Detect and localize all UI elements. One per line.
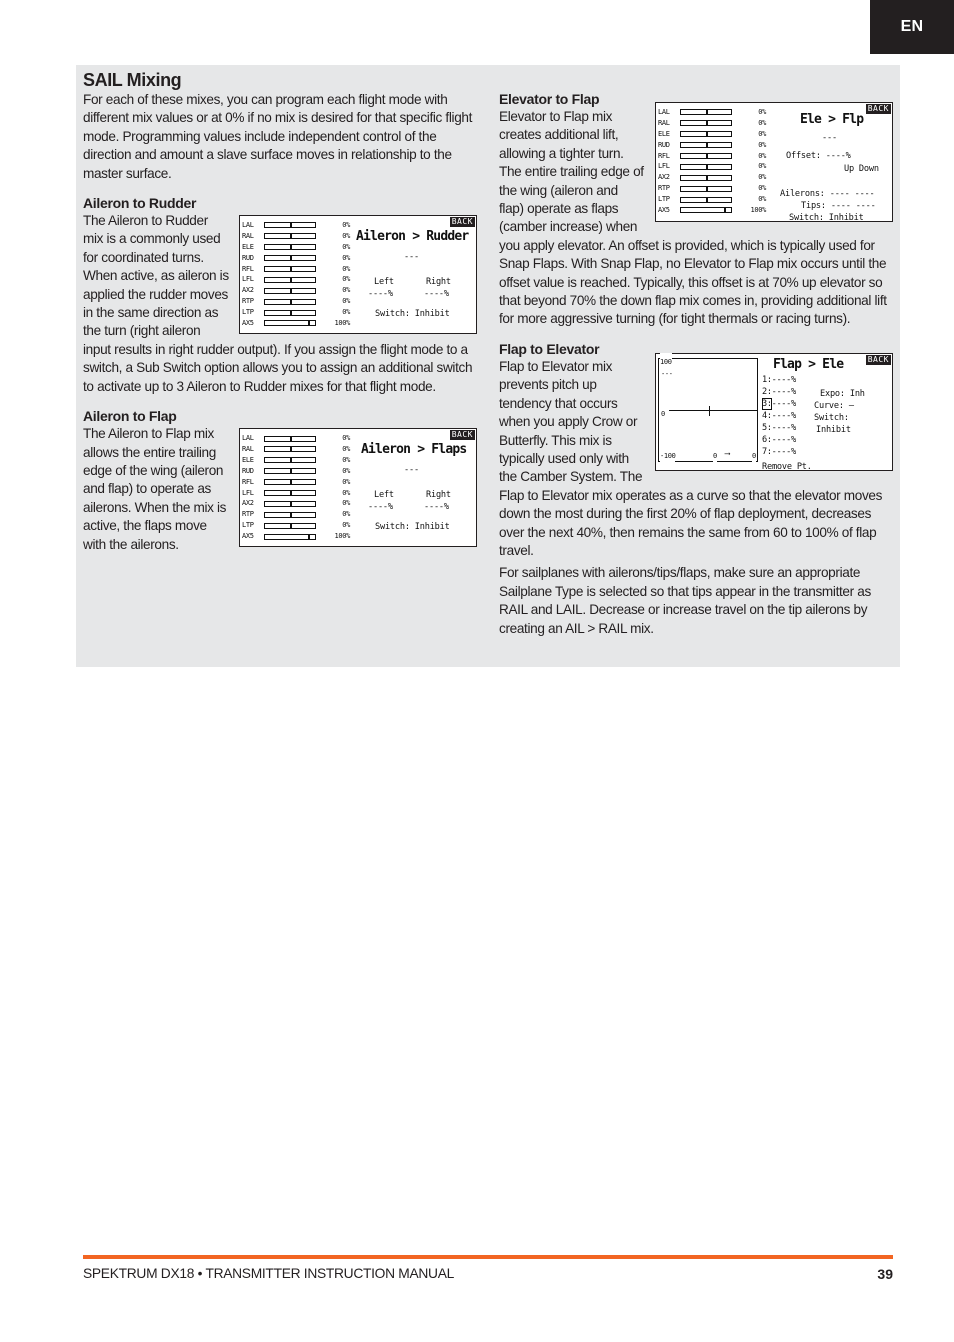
- channel-monitor: [242, 433, 354, 542]
- curve-point[interactable]: 3:----%: [762, 398, 796, 409]
- channel-value: 100%: [334, 532, 350, 541]
- switch-setting[interactable]: Switch: Inhibit: [789, 213, 864, 223]
- channel-row: [242, 433, 354, 444]
- graph-top-label: 100: [660, 353, 672, 371]
- curve-setting[interactable]: Curve: –: [814, 400, 854, 411]
- channel-name: ELE: [658, 129, 670, 138]
- flap-elevator-body: Flap to Elevator mix prevents pitch up tendency that occurs when you apply Crow or Butterfly. This mix is typically used only with the Camber System. The Flap to Elevator mix operates as a curve so that the elevator moves down the most during the first 20% of flap deployment, decreases over the next 40%, then remains the same from 60 to 100% of flap travel.: [499, 358, 883, 558]
- channel-bar: [264, 534, 316, 540]
- channel-name: AX2: [658, 173, 670, 182]
- channel-value: 0%: [342, 221, 350, 230]
- channel-row: [242, 274, 354, 285]
- channel-bar: [680, 131, 732, 137]
- right-value[interactable]: ----%: [424, 289, 449, 300]
- intro-paragraph: For each of these mixes, you can program each flight mode with different mix values or at 0% if no mix is desired for that specific flight mode. Programming values include independent control of the direction and amount a slave surface moves in relationship to the master surface.: [83, 92, 473, 181]
- aileron-rudder-heading: Aileron to Rudder: [83, 195, 197, 212]
- channel-name: LFL: [658, 162, 670, 171]
- elevator-flap-body: Elevator to Flap mix creates additional lift, allowing a tighter turn. The entire trailing edge of the wing (aileron and flap) operate as flaps (camber increase) when you apply elevator. An offset is provided, which is typically used for Snap Flaps. With Snap Flap, no Elevator to Flap mix occurs until the offset value is reached. Typically, this offset is at 70% up elevator so that beyond 70% the down flap mix comes in, providing additional lift for more aggressive turning (for tight thermals or racing turns).: [499, 109, 887, 327]
- up-down-labels: Up Down: [844, 164, 879, 174]
- channel-name: RFL: [242, 477, 254, 486]
- channel-row: [242, 531, 354, 542]
- channel-name: RUD: [242, 253, 254, 262]
- channel-name: LTP: [242, 308, 254, 317]
- screen-title: Ele > Flp: [800, 112, 864, 127]
- channel-name: LAL: [242, 221, 254, 230]
- screen-title: Aileron > Rudder: [356, 229, 469, 245]
- channel-row: [242, 296, 354, 307]
- channel-value: 0%: [342, 275, 350, 284]
- expo-setting[interactable]: Expo: Inh: [820, 388, 865, 399]
- channel-row: [242, 285, 354, 296]
- channel-bar: [264, 446, 316, 452]
- curve-graph: [658, 358, 758, 462]
- channel-bar: [264, 512, 316, 518]
- channel-value: 0%: [342, 510, 350, 519]
- channel-row: [658, 205, 770, 216]
- aileron-rudder-body: The Aileron to Rudder mix is a commonly used for coordinated turns. When active, as aileron is applied the rudder moves in the same direction as the turn (right aileron input results in right rudder output). If you assign the flight mode to a switch, a Sub Switch option allows you to assign an additional switch to activate up to 3 Aileron to Rudder mixes for that flight mode.: [83, 213, 473, 394]
- channel-row: [242, 444, 354, 455]
- channel-name: LAL: [242, 434, 254, 443]
- channel-name: LFL: [242, 488, 254, 497]
- graph-bottom-right: 0: [752, 447, 756, 465]
- switch-value[interactable]: Inhibit: [816, 424, 851, 435]
- channel-name: RAL: [242, 444, 254, 453]
- curve-points-list: [762, 374, 796, 458]
- curve-point[interactable]: 4:----%: [762, 410, 796, 421]
- channel-bar: [264, 490, 316, 496]
- channel-value: 0%: [342, 499, 350, 508]
- channel-row: [658, 129, 770, 140]
- graph-dashes: ---: [661, 369, 673, 378]
- channel-row: [658, 151, 770, 162]
- channel-bar: [264, 457, 316, 463]
- channel-bar: [680, 153, 732, 159]
- right-column: [499, 90, 893, 638]
- back-button[interactable]: BACK: [867, 104, 889, 113]
- channel-value: 0%: [342, 231, 350, 240]
- channel-value: 0%: [342, 488, 350, 497]
- channel-name: RTP: [242, 510, 254, 519]
- channel-value: 0%: [342, 264, 350, 273]
- graph-bottom-left: -100: [660, 447, 675, 465]
- channel-name: AX5: [658, 206, 670, 215]
- channel-bar: [680, 175, 732, 181]
- channel-bar: [264, 479, 316, 485]
- channel-bar: [264, 436, 316, 442]
- channel-row: [242, 220, 354, 231]
- back-button[interactable]: BACK: [451, 430, 473, 440]
- left-column: [83, 69, 477, 554]
- mix-dashes: ---: [822, 133, 837, 143]
- channel-row: [658, 172, 770, 183]
- mix-dashes: ---: [404, 465, 419, 476]
- channel-name: LTP: [658, 195, 670, 204]
- channel-bar: [264, 244, 316, 250]
- switch-label: Switch:: [814, 412, 849, 423]
- channel-value: 0%: [342, 455, 350, 464]
- channel-name: ELE: [242, 242, 254, 251]
- channel-name: AX5: [242, 532, 254, 541]
- channel-name: RTP: [658, 184, 670, 193]
- switch-setting[interactable]: Switch: Inhibit: [375, 522, 450, 533]
- channel-name: RAL: [658, 118, 670, 127]
- channel-row: [242, 520, 354, 531]
- channel-row: [242, 231, 354, 242]
- curve-point[interactable]: 5:----%: [762, 422, 796, 433]
- channel-value: 0%: [342, 308, 350, 317]
- channel-value: 0%: [758, 118, 766, 127]
- left-label: Left: [374, 277, 394, 288]
- aileron-flaps-screen: [239, 428, 477, 547]
- channel-bar: [264, 255, 316, 261]
- channel-value: 0%: [342, 297, 350, 306]
- screen-title: Aileron > Flaps: [361, 442, 467, 458]
- channel-bar: [680, 186, 732, 192]
- aileron-flap-body: The Aileron to Flap mix allows the entire trailing edge of the wing (aileron and flap) to operate as ailerons. When the mix is active, the flaps move with the ailerons.: [83, 426, 227, 552]
- aileron-flap-heading: Aileron to Flap: [83, 408, 177, 425]
- elevator-flap-heading: Elevator to Flap: [499, 91, 600, 107]
- channel-bar: [264, 310, 316, 316]
- channel-row: [242, 307, 354, 318]
- channel-name: LFL: [242, 275, 254, 284]
- flap-elevator-heading: Flap to Elevator: [499, 340, 600, 357]
- channel-bar: [680, 142, 732, 148]
- graph-zero-label: 0: [661, 409, 665, 418]
- channel-value: 0%: [758, 162, 766, 171]
- channel-monitor: [242, 220, 354, 329]
- channel-bar: [680, 109, 732, 115]
- channel-name: AX5: [242, 319, 254, 328]
- curve-point[interactable]: 1:----%: [762, 374, 796, 385]
- channel-bar: [264, 468, 316, 474]
- section-title: SAIL Mixing: [83, 70, 182, 90]
- elevator-flap-screen: [655, 102, 893, 222]
- curve-point[interactable]: 7:----%: [762, 446, 796, 457]
- channel-row: [242, 455, 354, 466]
- offset-value[interactable]: Offset: ----%: [786, 151, 851, 161]
- language-tab[interactable]: EN: [870, 0, 954, 54]
- sailplane-note: For sailplanes with ailerons/tips/flaps, make sure an appropriate Sailplane Type is selected so that tips appear in the transmitter as RAIL and LAIL. Decrease or increase travel on the tip ailerons by creating an AIL > RAIL mix.: [499, 565, 871, 636]
- channel-value: 0%: [342, 521, 350, 530]
- channel-name: AX2: [242, 286, 254, 295]
- channel-bar: [264, 501, 316, 507]
- remove-point-button[interactable]: Remove Pt.: [762, 461, 812, 472]
- channel-row: [242, 318, 354, 329]
- back-button[interactable]: BACK: [451, 217, 473, 227]
- channel-value: 0%: [758, 184, 766, 193]
- left-value[interactable]: ----%: [368, 502, 393, 513]
- channel-row: [242, 264, 354, 275]
- channel-row: [242, 466, 354, 477]
- channel-value: 100%: [750, 206, 766, 215]
- channel-row: [242, 488, 354, 499]
- channel-row: [242, 477, 354, 488]
- curve-point[interactable]: 2:----%: [762, 386, 796, 397]
- channel-name: ELE: [242, 455, 254, 464]
- channel-row: [242, 242, 354, 253]
- mix-dashes: ---: [404, 252, 419, 263]
- channel-value: 0%: [342, 466, 350, 475]
- channel-row: [242, 509, 354, 520]
- channel-name: RUD: [242, 466, 254, 475]
- channel-row: [658, 107, 770, 118]
- channel-value: 0%: [758, 151, 766, 160]
- right-label: Right: [426, 277, 451, 288]
- left-value[interactable]: ----%: [368, 289, 393, 300]
- content-panel: [76, 65, 900, 667]
- aileron-rudder-screen: [239, 215, 477, 334]
- channel-value: 0%: [342, 444, 350, 453]
- channel-value: 0%: [342, 477, 350, 486]
- channel-value: 0%: [758, 173, 766, 182]
- channel-row: [242, 253, 354, 264]
- channel-name: AX2: [242, 499, 254, 508]
- right-label: Right: [426, 490, 451, 501]
- curve-point[interactable]: 6:----%: [762, 434, 796, 445]
- channel-bar: [680, 164, 732, 170]
- channel-row: [242, 498, 354, 509]
- flap-elevator-screen: [655, 353, 893, 471]
- footer-manual-title: SPEKTRUM DX18 • TRANSMITTER INSTRUCTION MANUAL: [83, 1266, 454, 1281]
- arrow-right-icon: ⟶: [725, 449, 730, 459]
- right-value[interactable]: ----%: [424, 502, 449, 513]
- channel-value: 0%: [342, 434, 350, 443]
- page-number: 39: [877, 1266, 893, 1282]
- ailerons-values[interactable]: Ailerons: ---- ----: [780, 189, 875, 199]
- channel-value: 0%: [342, 286, 350, 295]
- channel-bar: [680, 120, 732, 126]
- channel-name: RTP: [242, 297, 254, 306]
- channel-bar: [264, 288, 316, 294]
- channel-row: [658, 118, 770, 129]
- channel-bar: [264, 266, 316, 272]
- graph-bottom-mid: 0: [713, 447, 717, 465]
- channel-value: 0%: [758, 195, 766, 204]
- channel-value: 0%: [758, 140, 766, 149]
- channel-bar: [680, 197, 732, 203]
- channel-value: 0%: [758, 108, 766, 116]
- graph-axis: [669, 410, 757, 411]
- footer-rule: [83, 1255, 893, 1259]
- channel-value: 0%: [342, 253, 350, 262]
- channel-value: 100%: [334, 319, 350, 328]
- channel-name: RAL: [242, 231, 254, 240]
- channel-monitor: [658, 107, 770, 216]
- back-button[interactable]: BACK: [867, 354, 889, 364]
- channel-row: [658, 140, 770, 151]
- channel-bar: [264, 277, 316, 283]
- tips-values[interactable]: Tips: ---- ----: [801, 201, 876, 211]
- channel-row: [658, 183, 770, 194]
- channel-name: LTP: [242, 521, 254, 530]
- channel-name: RFL: [242, 264, 254, 273]
- channel-bar: [680, 207, 732, 213]
- channel-bar: [264, 233, 316, 239]
- channel-bar: [264, 299, 316, 305]
- graph-marker: [709, 406, 710, 416]
- left-label: Left: [374, 490, 394, 501]
- channel-name: RUD: [658, 140, 670, 149]
- channel-row: [658, 161, 770, 172]
- channel-value: 0%: [342, 242, 350, 251]
- channel-name: RFL: [658, 151, 670, 160]
- channel-bar: [264, 320, 316, 326]
- screen-title: Flap > Ele: [773, 356, 844, 372]
- switch-setting[interactable]: Switch: Inhibit: [375, 309, 450, 320]
- channel-name: LAL: [658, 108, 670, 116]
- channel-value: 0%: [758, 129, 766, 138]
- channel-bar: [264, 523, 316, 529]
- channel-bar: [264, 222, 316, 228]
- channel-row: [658, 194, 770, 205]
